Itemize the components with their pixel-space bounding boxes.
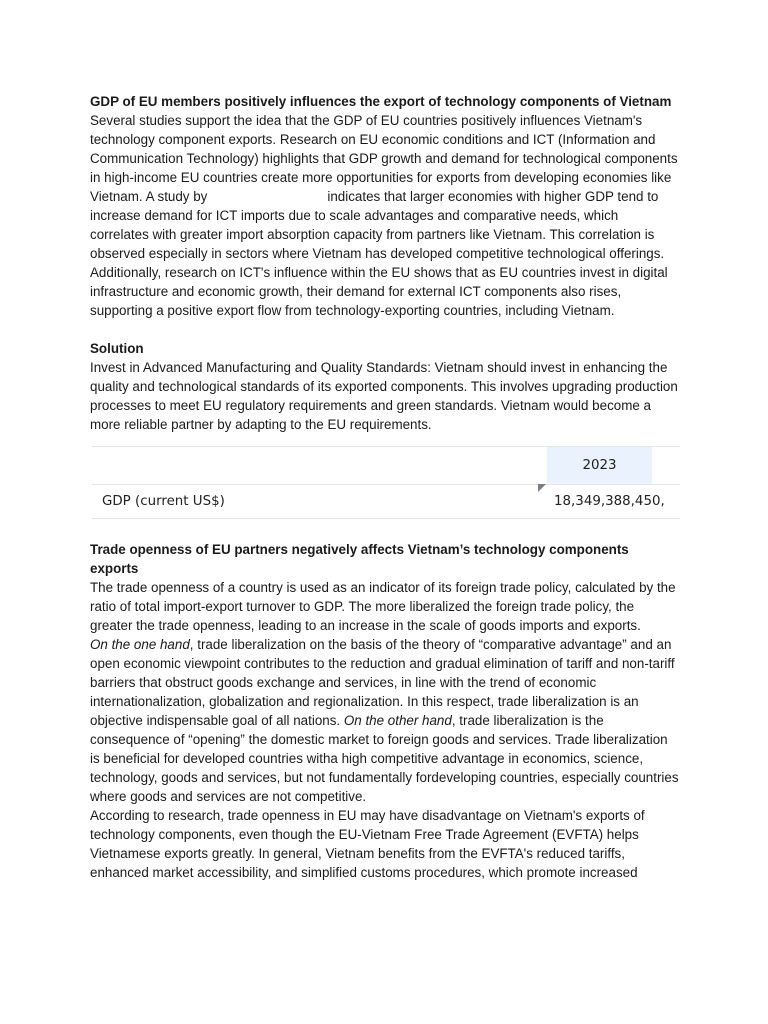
paragraph-trade-liberalization xyxy=(90,635,680,806)
paragraph-ict-eu: Additionally, research on ICT's influence within the EU shows that as EU countries invest in digital infrastructure and economic growth, their demand for external ICT components also rises, supporting a positive export flow from technology-exporting countries, including Vietnam. xyxy=(90,265,668,318)
gdp-table-snippet xyxy=(92,446,680,520)
emphasis-text: On the other hand xyxy=(343,713,452,728)
paragraph-text: indicates that larger economies with higher GDP tend to increase demand for ICT imports due to scale advantages and comparative needs, which correlates with greater import absorption capacity from partners like Vietnam. This correlation is observed especially in sectors where Vietnam has developed competitive technological offerings. xyxy=(90,189,665,261)
cell-note-indicator-icon xyxy=(538,484,546,492)
paragraph-solution: Invest in Advanced Manufacturing and Quality Standards: Vietnam should invest in enhancing the quality and technological standards of its exported components. This involves upgrading production processes to meet EU regulatory requirements and green standards. Vietnam would become a more reliable partner by adapting to the EU requirements. xyxy=(90,360,678,432)
cell-gdp-value: 18,349,388,450, xyxy=(554,494,665,509)
paragraph-evfta: According to research, trade openness in EU may have disadvantage on Vietnam's exports of technology components, even though the EU-Vietnam Free Trade Agreement (EVFTA) helps Vietnamese exports greatly. In general, Vietnam benefits from the EVFTA's reduced tariffs, enhanced market accessibility, and simplified customs procedures, which promote increased xyxy=(90,808,645,880)
paragraph-trade-openness-definition: The trade openness of a country is used as an indicator of its foreign trade policy, calculated by the ratio of total import-export turnover to GDP. The more liberalized the foreign trade policy, the greater the trade openness, leading to an increase in the scale of goods imports and exports. xyxy=(90,580,676,633)
paragraph-text: , trade liberalization is the consequence of “opening” the domestic market to foreign goods and services. Trade liberalization is beneficial for developed countries witha high competitive advantage in economics, science, technology, goods and services, but not fundamentally fordeveloping countries, especially countries where goods and services are not competitive. xyxy=(90,713,679,804)
section-heading-trade-openness: Trade openness of EU partners negatively affects Vietnam’s technology components exports xyxy=(90,542,629,576)
paragraph-gdp-studies xyxy=(90,111,680,263)
row-label-gdp: GDP (current US$) xyxy=(102,494,225,509)
emphasis-text: On the one hand xyxy=(90,637,190,652)
section-heading-gdp: GDP of EU members positively influences the export of technology components of Vietnam xyxy=(90,94,672,109)
section-heading-solution: Solution xyxy=(90,341,144,356)
column-header-year: 2023 xyxy=(582,458,617,473)
document-body xyxy=(90,92,680,882)
paragraph-text: Several studies support the idea that the GDP of EU countries positively influences Vietnam's technology component exports. Research on EU economic conditions and ICT (Information and Communication Technology) highlights that GDP growth and demand for technological components in high-income EU countries create more opportunities for exports from developing economies like Vietnam. A study by xyxy=(90,113,678,204)
paragraph-text: , trade liberalization on the basis of the theory of “comparative advantage” and an open economic viewpoint contributes to the reduction and gradual elimination of tariff and non-tariff barriers that obstruct goods exchange and services, in line with the trend of economic internationalization, globalization and regionalization. In this respect, trade liberalization is an objective indispensable goal of all nations. xyxy=(90,637,675,728)
